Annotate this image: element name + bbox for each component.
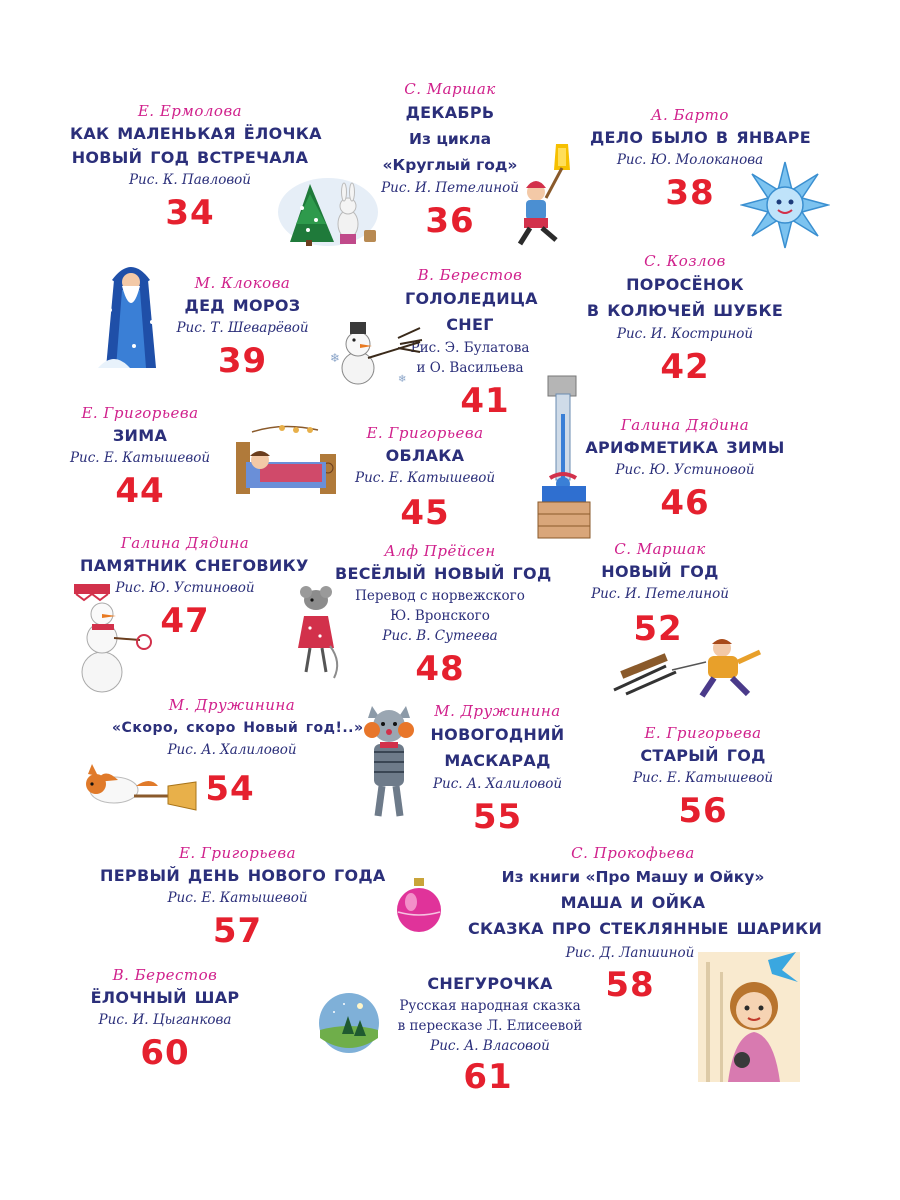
title: ДЕКАБРЬ — [405, 103, 495, 122]
author: С. Маршак — [404, 80, 496, 98]
toc-entry-56[interactable] — [628, 722, 778, 834]
author: Е. Григорьева — [178, 844, 297, 862]
illustrator: Рис. И. Цыганкова — [98, 1012, 232, 1028]
fir-tree-bunny-illustration — [276, 168, 380, 248]
title: НОВЫЙ ГОД ВСТРЕЧАЛА — [71, 148, 309, 167]
illustrator: Рис. Е. Катышевой — [632, 770, 774, 786]
author: Е. Григорьева — [81, 404, 199, 422]
toc-entry-48[interactable] — [335, 540, 552, 692]
illustrator: Рис. А. Халиловой — [432, 776, 563, 792]
title: СТАРЫЙ ГОД — [640, 746, 766, 765]
page-number: 57 — [212, 911, 263, 951]
subtitle: Из книги «Про Машу и Ойку» — [501, 868, 765, 886]
title: МАША И ОЙКА — [560, 893, 706, 912]
night-forest-illustration — [318, 992, 380, 1054]
author: А. Барто — [651, 106, 729, 124]
subtitle: Ю. Вронского — [390, 608, 490, 624]
title: НОВЫЙ ГОД — [601, 562, 719, 581]
fox-with-broom-illustration — [74, 756, 198, 812]
page-number: 47 — [160, 601, 210, 641]
toc-entry-39[interactable] — [170, 272, 315, 384]
title: «Скоро, скоро Новый год!..» — [112, 720, 364, 736]
page-number: 44 — [115, 471, 165, 511]
title: В КОЛЮЧЕЙ ШУБКЕ — [586, 301, 784, 320]
illustrator: Рис. И. Петелиной — [591, 586, 729, 602]
page-number: 61 — [463, 1057, 513, 1097]
toc-entry-55[interactable] — [425, 700, 570, 840]
illustrator: Рис. И. Костриной — [616, 326, 754, 342]
title: ГОЛОЛЕДИЦА — [405, 289, 538, 308]
illustrator: Рис. Э. Булатова — [410, 340, 530, 356]
title: ПЕРВЫЙ ДЕНЬ НОВОГО ГОДА — [100, 866, 386, 885]
page-number: 38 — [665, 173, 715, 213]
author: Галина Дядина — [620, 416, 750, 434]
subtitle: «Круглый год» — [382, 156, 518, 174]
page-number: 52 — [633, 609, 683, 649]
toc-entry-57[interactable] — [100, 842, 386, 954]
snowman-scarf-illustration — [70, 580, 156, 696]
title: ВЕСЁЛЫЙ НОВЫЙ ГОД — [335, 564, 552, 583]
toc-entry-34[interactable] — [70, 100, 322, 236]
illustrator: Рис. Д. Лапшиной — [565, 945, 695, 961]
snowman-illustration — [328, 318, 424, 386]
illustrator: Рис. Ю. Молоканова — [616, 152, 764, 168]
page-number: 48 — [415, 649, 465, 689]
illustrator: Рис. Е. Катышевой — [69, 450, 211, 466]
page-number: 42 — [660, 347, 710, 387]
christmas-bauble-illustration — [394, 872, 444, 938]
toc-entry-58[interactable] — [468, 842, 823, 942]
author: Е. Григорьева — [366, 424, 484, 442]
title: СНЕГУРОЧКА — [427, 974, 553, 993]
page-number: 46 — [660, 483, 710, 523]
subtitle: Из цикла — [408, 130, 492, 148]
snowflake-sun-illustration — [740, 160, 830, 250]
illustrator: Рис. В. Сутеева — [382, 628, 498, 644]
cat-clown-illustration — [358, 700, 420, 822]
page-number: 56 — [678, 791, 728, 831]
page-number: 54 — [205, 769, 255, 809]
page-number: 41 — [460, 381, 510, 421]
title: ПАМЯТНИК СНЕГОВИКУ — [80, 556, 309, 575]
girl-in-bed-illustration — [232, 412, 344, 498]
title: СКАЗКА ПРО СТЕКЛЯННЫЕ ШАРИКИ — [468, 919, 823, 938]
author: М. Клокова — [194, 274, 291, 292]
thermometer-gifts-illustration — [536, 374, 592, 540]
title: КАК МАЛЕНЬКАЯ ЁЛОЧКА — [70, 124, 322, 143]
page-number: 60 — [140, 1033, 190, 1073]
page-number: 55 — [472, 797, 523, 837]
page-number: 39 — [217, 341, 268, 381]
author: М. Дружинина — [168, 696, 296, 714]
boy-with-torch-illustration — [512, 140, 582, 252]
title: ЁЛОЧНЫЙ ШАР — [90, 988, 240, 1007]
mouse-illustration — [290, 586, 344, 680]
title: ПОРОСЁНОК — [626, 275, 744, 294]
subtitle: Русская народная сказка — [399, 998, 581, 1014]
page-number: 36 — [425, 201, 475, 241]
svg-text:❄: ❄ — [330, 351, 341, 365]
title: ДЕД МОРОЗ — [184, 296, 301, 315]
title: НОВОГОДНИЙ — [430, 725, 565, 744]
boy-with-sled-illustration — [610, 636, 770, 700]
toc-entry-60[interactable] — [90, 964, 240, 1076]
subtitle: в пересказе Л. Елисеевой — [397, 1018, 583, 1034]
toc-entry-45[interactable] — [355, 422, 495, 536]
author: Е. Григорьева — [644, 724, 762, 742]
author: С. Прокофьева — [571, 844, 695, 862]
illustrator: Рис. Ю. Устиновой — [615, 462, 755, 478]
illustrator: Рис. И. Петелиной — [381, 180, 519, 196]
illustrator: и О. Васильева — [416, 360, 524, 376]
toc-entry-36[interactable] — [370, 78, 530, 244]
girl-with-bow-illustration — [698, 952, 800, 1082]
illustrator: Рис. А. Халиловой — [167, 742, 297, 758]
title: АРИФМЕТИКА ЗИМЫ — [585, 438, 785, 457]
toc-entry-61[interactable] — [390, 972, 590, 1056]
toc-entry-52[interactable] — [585, 538, 735, 604]
author: С. Козлов — [644, 252, 726, 270]
illustrator: Рис. А. Власовой — [430, 1038, 550, 1054]
ded-moroz-illustration — [94, 250, 168, 370]
toc-entry-46[interactable] — [585, 414, 785, 526]
page-number: 45 — [400, 493, 450, 533]
author: Е. Ермолова — [137, 102, 243, 120]
illustrator: Рис. Е. Катышевой — [355, 470, 496, 486]
title: СНЕГ — [446, 315, 494, 334]
author: М. Дружинина — [434, 702, 561, 720]
toc-entry-42[interactable] — [585, 250, 785, 390]
illustrator: Рис. Ю. Устиновой — [115, 580, 255, 596]
subtitle: Перевод с норвежского — [355, 588, 525, 604]
toc-entry-54[interactable] — [112, 694, 364, 760]
author: В. Берестов — [417, 266, 523, 284]
author: Алф Прёйсен — [384, 542, 496, 560]
toc-entry-44[interactable] — [65, 402, 215, 514]
title: ОБЛАКА — [385, 446, 465, 465]
page-number: 34 — [165, 193, 215, 233]
toc-entry-41[interactable] — [405, 264, 538, 378]
author: Галина Дядина — [120, 534, 250, 552]
illustrator: Рис. Е. Катышевой — [167, 890, 308, 906]
svg-text:❄: ❄ — [398, 374, 407, 385]
title: МАСКАРАД — [444, 751, 551, 770]
author: В. Берестов — [112, 966, 218, 984]
author: С. Маршак — [614, 540, 706, 558]
title: ДЕЛО БЫЛО В ЯНВАРЕ — [590, 128, 811, 147]
illustrator: Рис. К. Павловой — [128, 172, 252, 188]
page-number: 58 — [605, 965, 655, 1005]
illustrator: Рис. Т. Шеварёвой — [176, 320, 309, 336]
title: ЗИМА — [112, 426, 168, 445]
